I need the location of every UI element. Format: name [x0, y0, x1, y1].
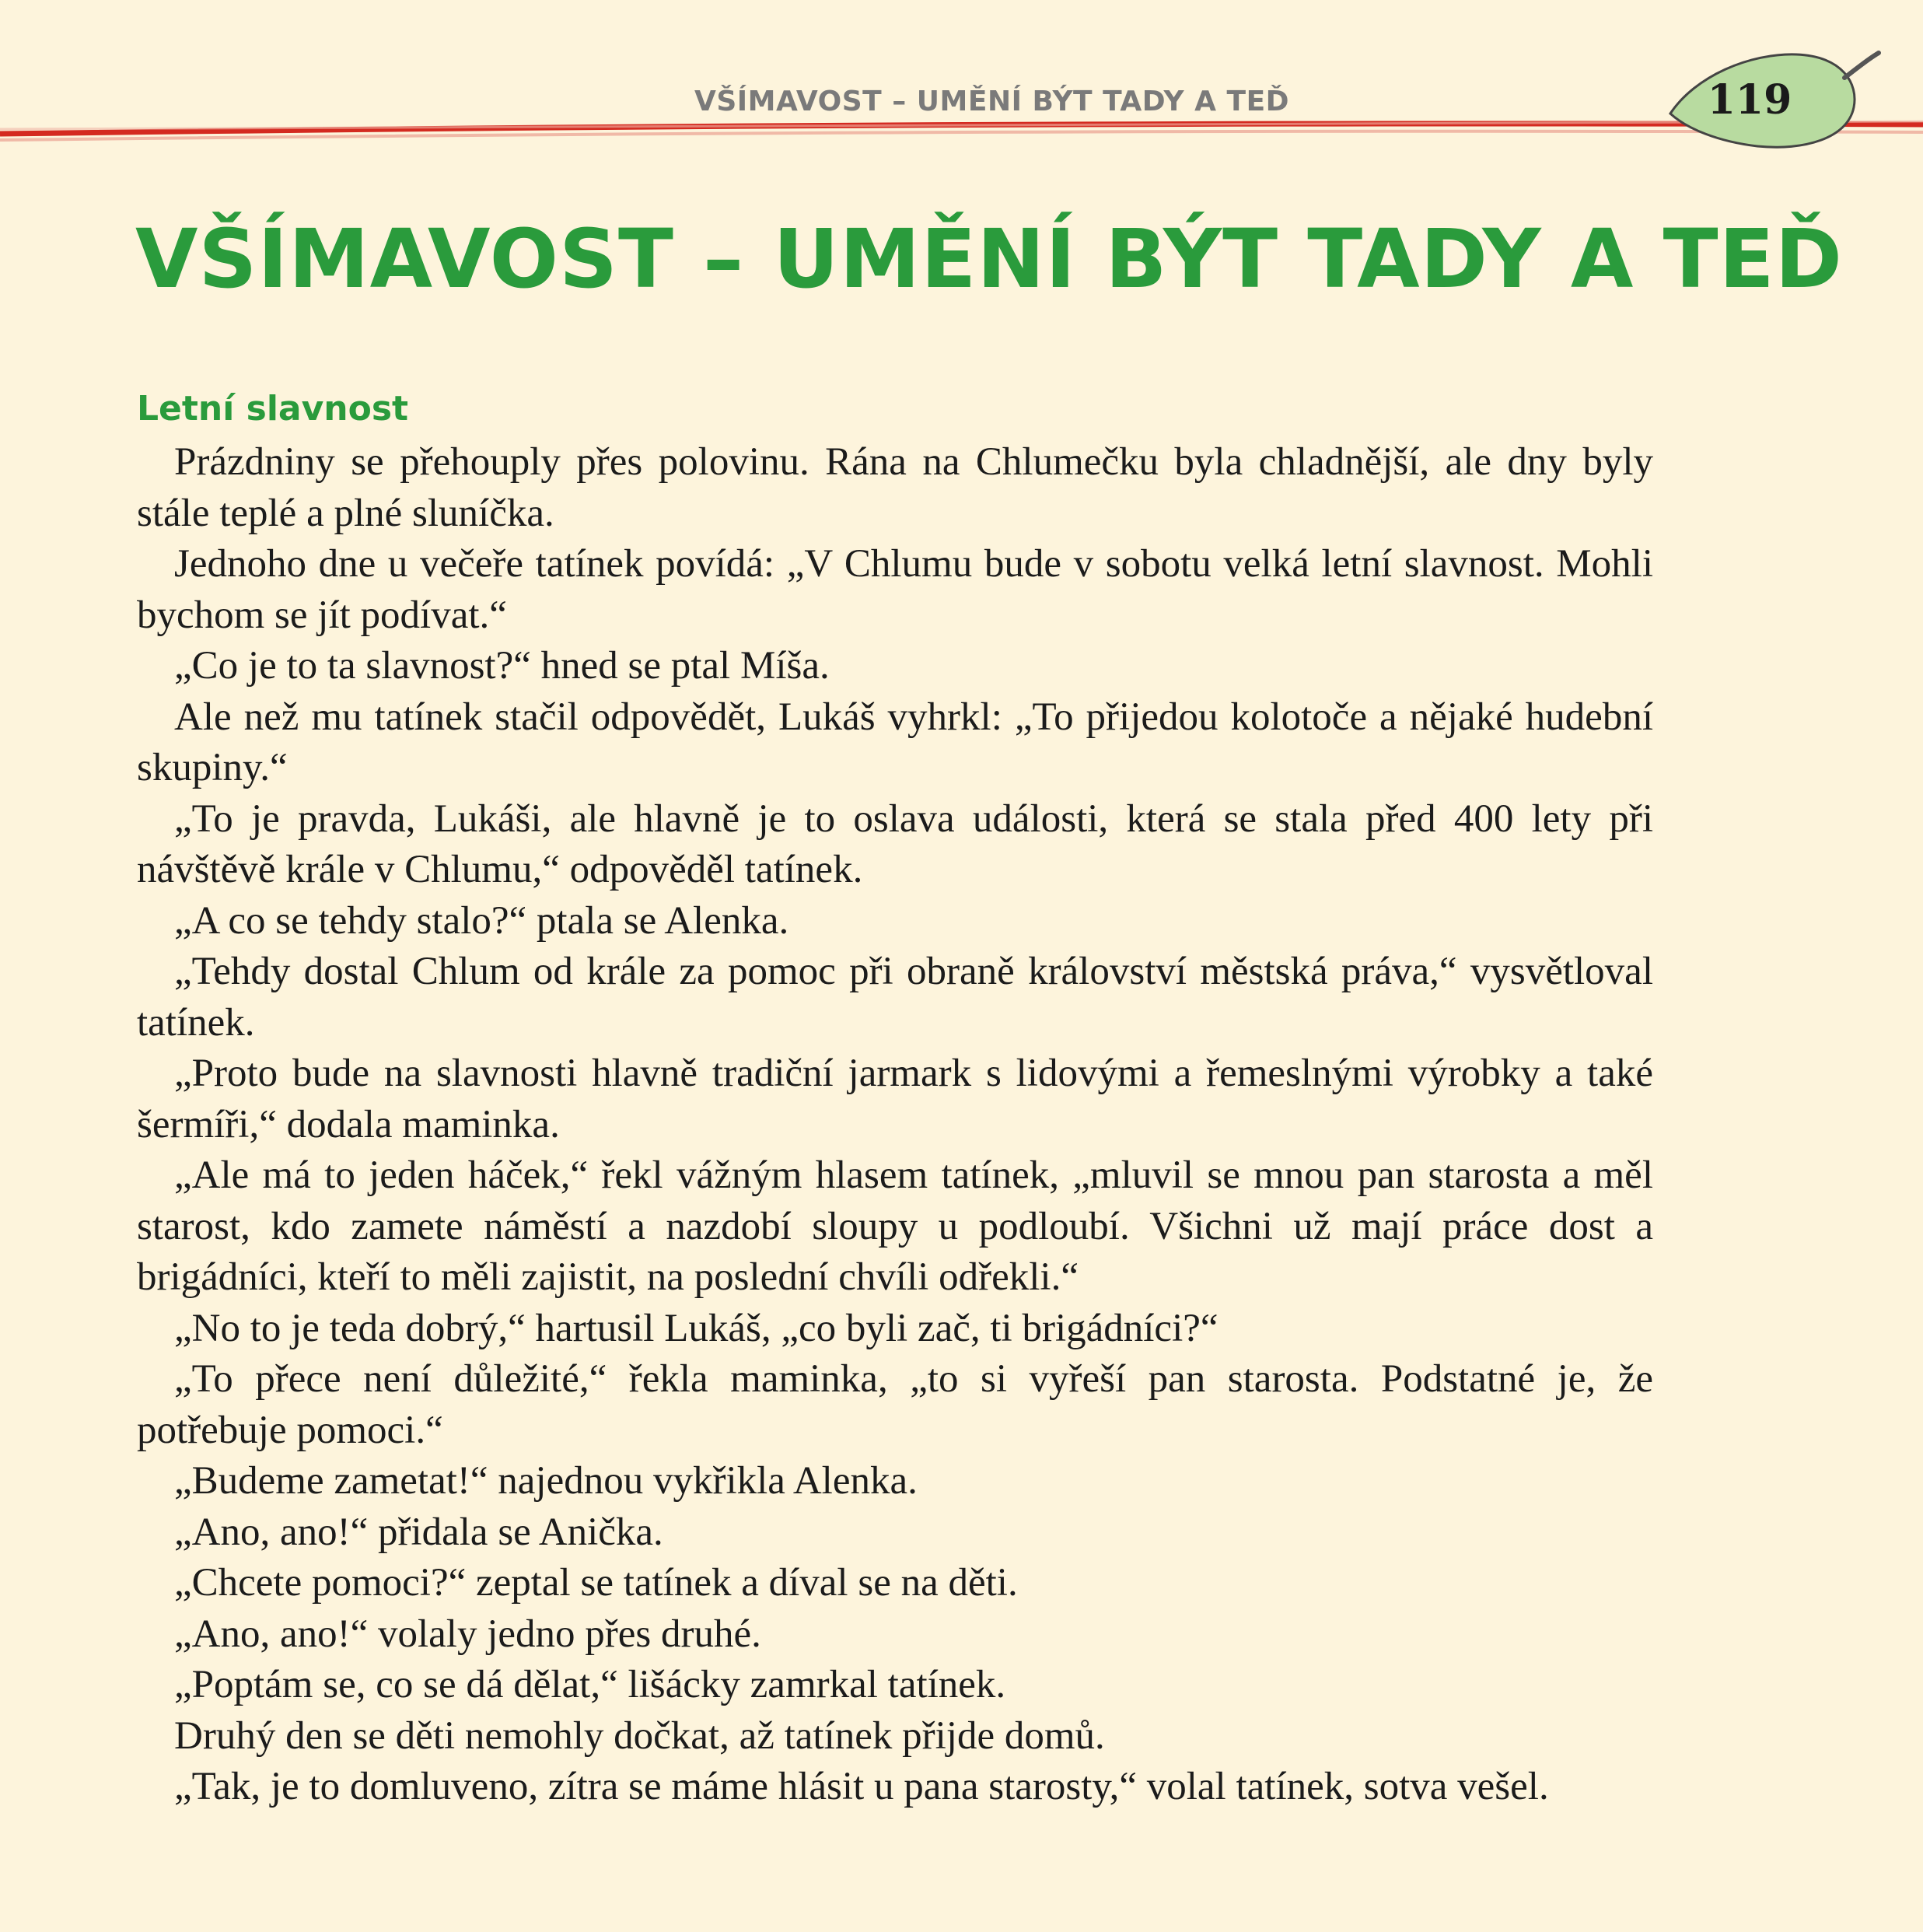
header-red-rule: [0, 117, 1923, 148]
paragraph: „To je pravda, Lukáši, ale hlavně je to oslava události, která se stala před 400 lety při návštěvě krále v Chlumu,“ odpověděl tatínek.: [137, 796, 1653, 891]
paragraph: „Tehdy dostal Chlum od krále za pomoc při obraně království městská práva,“ vysvětloval tatínek.: [137, 950, 1653, 1045]
running-head: VŠÍMAVOST – UMĚNÍ BÝT TADY A TEĎ: [694, 86, 1290, 117]
paragraph: „Chcete pomoci?“ zeptal se tatínek a díval se na děti.: [174, 1561, 1018, 1605]
page-number: 119: [1707, 76, 1792, 124]
paragraph: „Tak, je to domluveno, zítra se máme hlásit u pana starosty,“ volal tatínek, sotva vešel.: [174, 1765, 1549, 1808]
paragraph: „A co se tehdy stalo?“ ptala se Alenka.: [174, 898, 789, 943]
paragraph: „Budeme zametat!“ najednou vykřikla Alenka.: [174, 1459, 918, 1503]
paragraph: „Co je to ta slavnost?“ hned se ptal Míša.: [174, 644, 830, 688]
paragraph: Jednoho dne u večeře tatínek povídá: „V Chlumu bude v sobotu velká letní slavnost. Mohli bychom se jít podívat.“: [137, 542, 1653, 637]
story-body: [137, 437, 1653, 1813]
paragraph: „Ano, ano!“ volaly jedno přes druhé.: [174, 1612, 761, 1656]
paragraph: Druhý den se děti nemohly dočkat, až tatínek přijde domů.: [174, 1713, 1105, 1758]
paragraph: „No to je teda dobrý,“ hartusil Lukáš, „co byli zač, ti brigádníci?“: [174, 1306, 1218, 1350]
chapter-title: VŠÍMAVOST – UMĚNÍ BÝT TADY A TEĎ: [135, 212, 1843, 306]
paragraph: Prázdniny se přehouply přes polovinu. Rána na Chlumečku byla chladnější, ale dny byly stále teplé a plné sluníčka.: [137, 440, 1653, 535]
paragraph: „Ale má to jeden háček,“ řekl vážným hlasem tatínek, „mluvil se mnou pan starosta a měl starost, kdo zamete náměstí a nazdobí sloupy u podloubí. Všichni už mají práce dost a brigádníci, kteří to měli zajistit, na poslední chvíli odřekli.“: [137, 1153, 1653, 1299]
paragraph: „Ano, ano!“ přidala se Anička.: [174, 1510, 663, 1554]
paragraph: Ale než mu tatínek stačil odpovědět, Lukáš vyhrkl: „To přijedou kolotoče a nějaké hudební skupiny.“: [137, 695, 1653, 789]
paragraph: „Proto bude na slavnosti hlavně tradiční jarmark s lidovými a řemeslnými výrobky a také šermíři,“ dodala maminka.: [137, 1052, 1653, 1146]
section-heading: Letní slavnost: [137, 389, 409, 429]
paragraph: „Poptám se, co se dá dělat,“ lišácky zamrkal tatínek.: [174, 1663, 1006, 1706]
paragraph: „To přece není důležité,“ řekla maminka, „to si vyřeší pan starosta. Podstatné je, že potřebuje pomoci.“: [137, 1357, 1653, 1452]
